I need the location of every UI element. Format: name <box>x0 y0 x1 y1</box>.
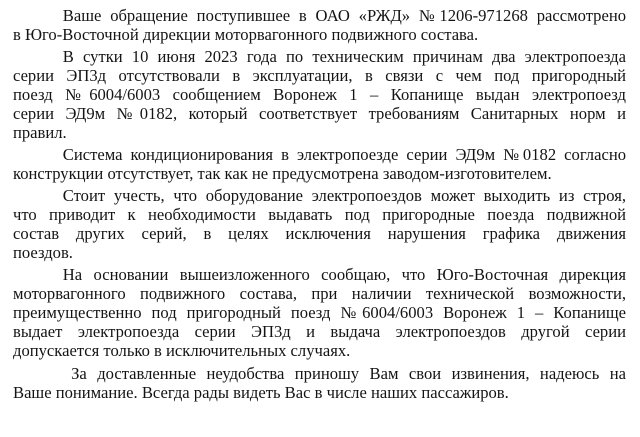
text-line: Ваше обращение поступившее в ОАО «РЖД» №1206-971268 рассмотрено <box>62 6 626 25</box>
paragraph-conclusion <box>13 265 626 360</box>
text-line: что приводит к необходимости выдавать под пригородные поезда подвижной <box>13 205 626 224</box>
text-line: серии ЭД9м №0182, который соответствует требованиям Санитарных норм и <box>13 104 626 123</box>
paragraph-apology <box>13 364 626 402</box>
paragraph-request-reviewed <box>13 6 626 44</box>
paragraph-air-conditioning <box>13 145 626 183</box>
text-line: серии ЭП3д отсутствовали в эксплуатации, в связи с чем под пригородный <box>13 66 626 85</box>
text-line: выдает электропоезда серии ЭП3д и выдача электропоездов другой серии <box>13 322 626 341</box>
text-line: правил. <box>13 123 67 142</box>
text-line: состав других серий, в целях исключения нарушения графика движения <box>13 224 626 243</box>
text-line: в Юго-Восточной дирекции моторвагонного подвижного состава. <box>13 25 479 44</box>
text-line: На основании вышеизложенного сообщаю, что Юго-Восточная дирекция <box>62 265 626 284</box>
text-line: Система кондиционирования в электропоезде серии ЭД9м №0182 согласно <box>62 145 626 164</box>
text-line: Стоит учесть, что оборудование электропоездов может выходить из строя, <box>62 186 626 205</box>
text-line: За доставленные неудобства приношу Вам свои извинения, надеюсь на <box>71 364 626 383</box>
paragraph-incident-details <box>13 47 626 142</box>
text-line: моторвагонного подвижного состава, при наличии технической возможности, <box>13 284 626 303</box>
paragraph-equipment-failure <box>13 186 626 262</box>
text-line: В сутки 10 июня 2023 года по техническим причинам два электропоезда <box>62 47 626 66</box>
text-line: поездов. <box>13 243 73 262</box>
text-line: поезд №6004/6003 сообщением Воронеж 1 – Копанище выдан электропоезд <box>13 85 626 104</box>
text-line: допускается только в исключительных случаях. <box>13 341 351 360</box>
text-line: конструкции отсутствует, так как не предусмотрена заводом-изготовителем. <box>13 164 552 183</box>
text-line: преимущественно под пригородный поезд №6004/6003 Воронеж 1 – Копанище <box>13 303 626 322</box>
text-line: Ваше понимание. Всегда рады видеть Вас в числе наших пассажиров. <box>13 383 509 402</box>
